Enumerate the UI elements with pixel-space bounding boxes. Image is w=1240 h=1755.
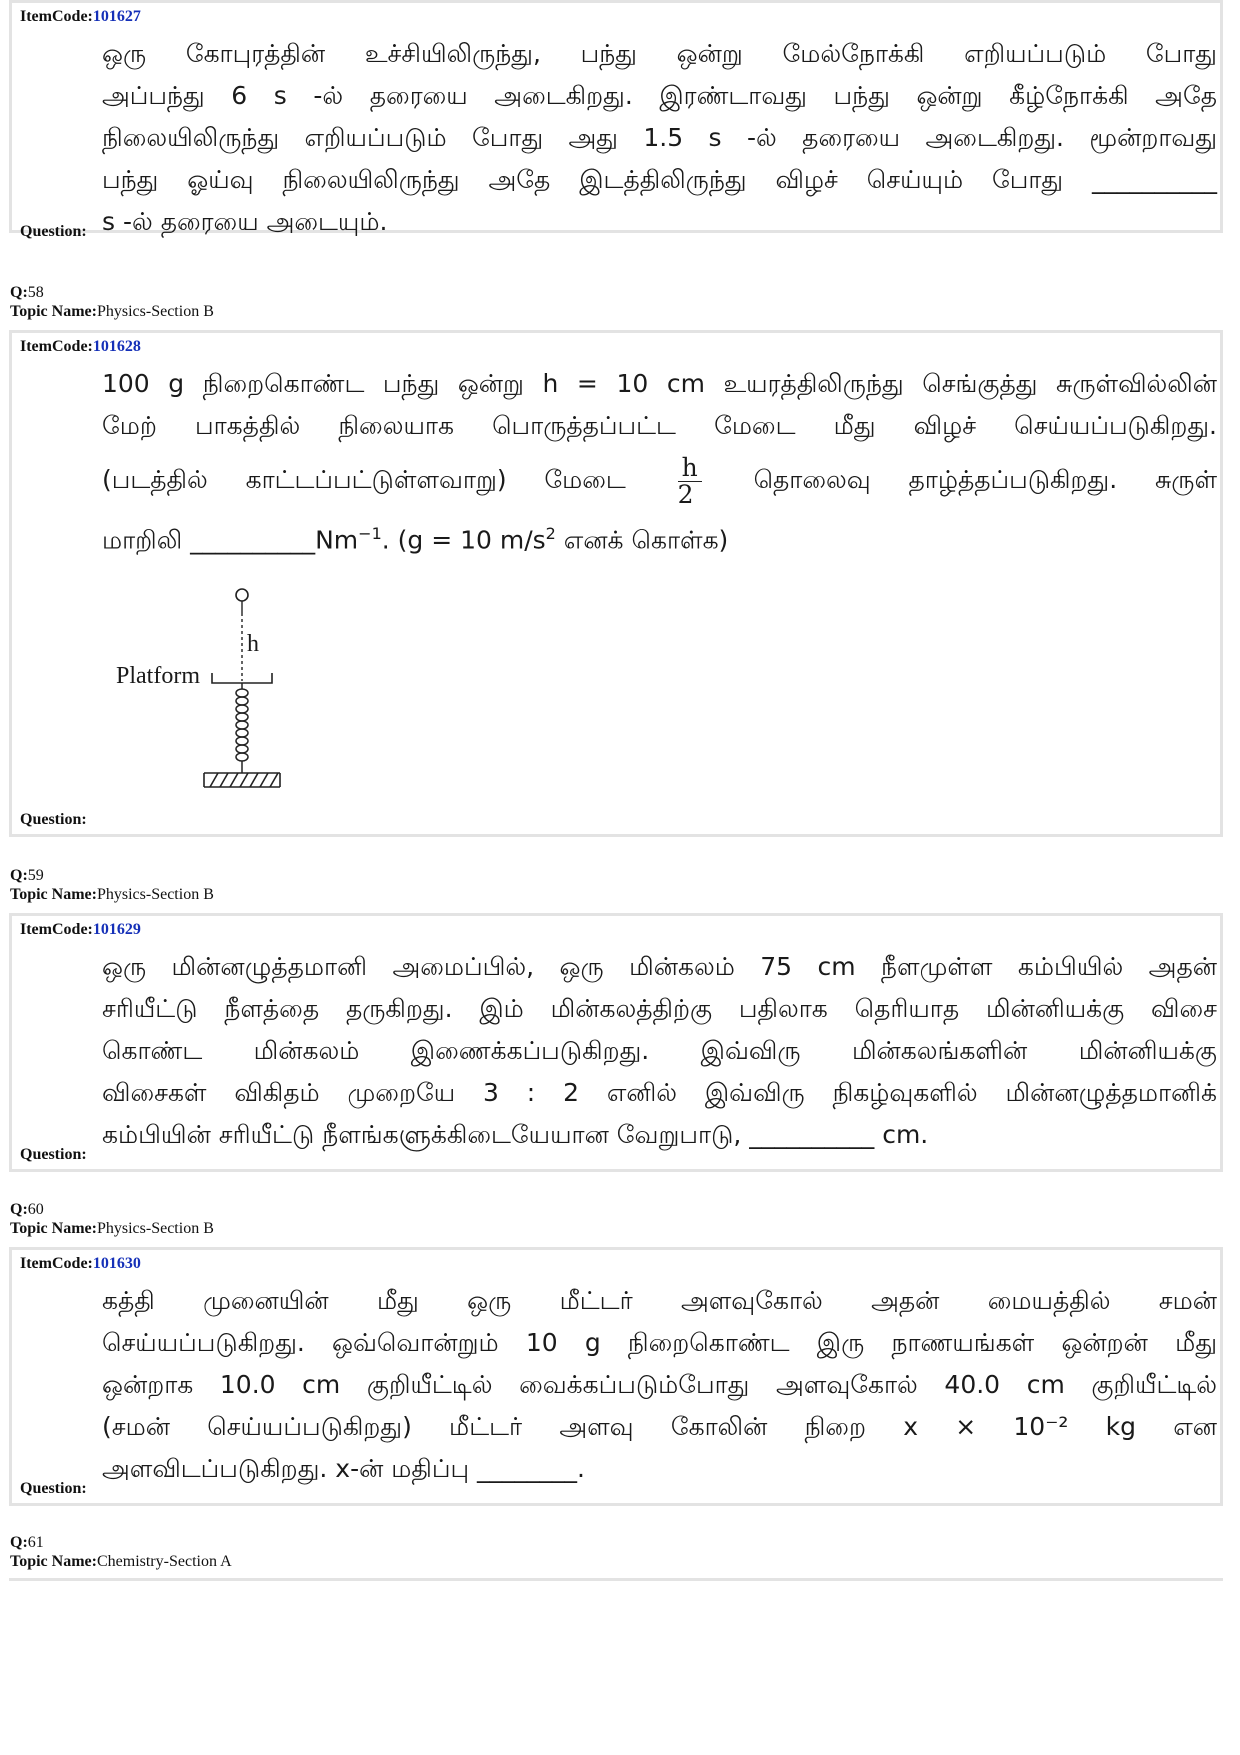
text-line: ஒரு கோபுரத்தின் உச்சியிலிருந்து, பந்து ஒன்று மேல்நோக்கி எறியப்படும் போது: [102, 39, 1217, 68]
question-card-59: [9, 913, 1223, 1172]
text-line: கம்பியின் சரியீட்டு நீளங்களுக்கிடையேயான வேறுபாடு, __________ cm.: [102, 1120, 929, 1149]
question-meta-59: Q:59 Topic Name:Physics-Section B: [10, 867, 214, 903]
question-card-58: [9, 330, 1223, 837]
item-code: ItemCode:101627: [20, 8, 141, 25]
spring-platform-diagram: [92, 583, 322, 813]
question-meta-58: Q:58 Topic Name:Physics-Section B: [10, 284, 214, 320]
text-line: ஒரு மின்னழுத்தமானி அமைப்பில், ஒரு மின்கலம் 75 cm நீளமுள்ள கம்பியில் அதன்: [102, 952, 1217, 981]
item-code: ItemCode:101630: [20, 1255, 141, 1272]
fraction: $\frac{h}{2}$: [678, 455, 702, 508]
text-line: கத்தி முனையின் மீது ஒரு மீட்டர் அளவுகோல் அதன் மையத்தில் சமன்: [102, 1286, 1217, 1315]
spring: [236, 683, 248, 773]
item-code: ItemCode:101629: [20, 921, 141, 938]
text-line: செய்யப்படுகிறது. ஒவ்வொன்றும் 10 g நிறைகொண்ட இரு நாணயங்கள் ஒன்றன் மீது: [102, 1328, 1217, 1357]
text-line: s -ல் தரையை அடையும்.: [102, 207, 388, 236]
text-line: மாறிலி $\_\_\_\_\_\_\_\_\_\_Nm^{-1}$. (g = 10 $m/s^2$ எனக் கொள்க): [102, 524, 729, 555]
text-line: நிலையிலிருந்து எறியப்படும் போது அது 1.5 s -ல் தரையை அடைகிறது. மூன்றாவது: [102, 123, 1217, 152]
question-meta-60: Q:60 Topic Name:Physics-Section B: [10, 1201, 214, 1237]
text-line: கொண்ட மின்கலம் இணைக்கப்படுகிறது. இவ்விரு மின்கலங்களின் மின்னியக்கு: [102, 1036, 1217, 1065]
question-text: [102, 363, 1217, 561]
text-line: அப்பந்து 6 s -ல் தரையை அடைகிறது. இரண்டாவது பந்து ஒன்று கீழ்நோக்கி அதே: [102, 81, 1217, 110]
question-meta-61: Q:61 Topic Name:Chemistry-Section A: [10, 1534, 232, 1570]
h-label: h: [247, 631, 259, 657]
text-line: விசைகள் விகிதம் முறையே 3 : 2 எனில் இவ்விரு நிகழ்வுகளில் மின்னழுத்தமானிக்: [102, 1078, 1217, 1107]
item-code-link[interactable]: 101630: [92, 1255, 141, 1272]
question-text: [102, 33, 1217, 243]
question-text: [102, 1280, 1217, 1490]
question-card-57: [9, 0, 1223, 240]
text-line: (சமன் செய்யப்படுகிறது) மீட்டர் அளவு கோலின் நிறை x × 10⁻² kg என: [102, 1412, 1217, 1441]
text-line-fraction: (படத்தில் காட்டப்பட்டுள்ளவாறு) மேடை $\frac{h}{2}$ தொலைவு தாழ்த்தப்படுகிறது. சுருள்: [102, 452, 1218, 509]
text-line: அளவிடப்படுகிறது. x-ன் மதிப்பு ________.: [102, 1454, 585, 1483]
text-line: 100 g நிறைகொண்ட பந்து ஒன்று h = 10 cm உயரத்திலிருந்து செங்குத்து சுருள்வில்லின்: [102, 369, 1217, 398]
ground: [204, 773, 280, 787]
text-line: பந்து ஓய்வு நிலையிலிருந்து அதே இடத்திலிருந்து விழச் செய்யும் போது __________: [102, 165, 1217, 194]
ball: [236, 589, 248, 601]
item-code: ItemCode:101628: [20, 338, 141, 355]
question-label: Question:: [20, 1146, 87, 1163]
text-line: ஒன்றாக 10.0 cm குறியீட்டில் வைக்கப்படும்போது அளவுகோல் 40.0 cm குறியீட்டில்: [102, 1370, 1217, 1399]
question-label: Question:: [20, 223, 87, 240]
item-code-link[interactable]: 101627: [92, 8, 141, 25]
question-card-60: [9, 1247, 1223, 1506]
text-line: சரியீட்டு நீளத்தை தருகிறது. இம் மின்கலத்திற்கு பதிலாக தெரியாத மின்னியக்கு விசை: [102, 994, 1217, 1023]
question-label: Question:: [20, 811, 87, 828]
item-code-link[interactable]: 101628: [92, 338, 141, 355]
platform-label: Platform: [116, 663, 200, 689]
question-label: Question:: [20, 1480, 87, 1497]
item-code-link[interactable]: 101629: [92, 921, 141, 938]
text-line: மேற் பாகத்தில் நிலையாக பொருத்தப்பட்ட மேடை மீது விழச் செய்யப்படுகிறது.: [102, 411, 1217, 440]
divider: [9, 1578, 1223, 1581]
question-text: [102, 946, 1217, 1156]
